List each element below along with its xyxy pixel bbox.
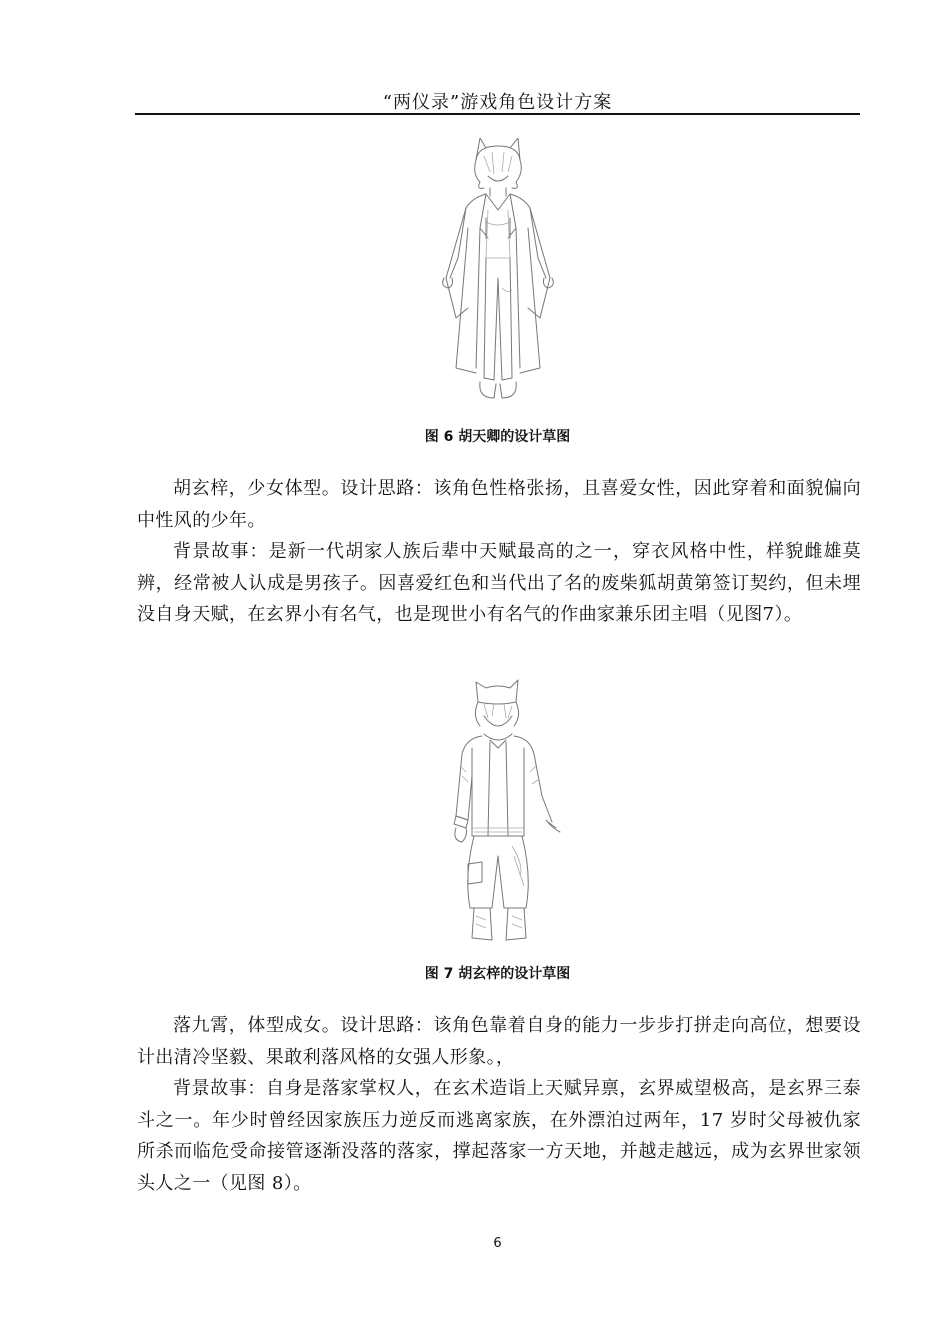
paragraph-hu-xuanzi-design: 胡玄梓，少女体型。设计思路：该角色性格张扬，且喜爱女性，因此穿着和面貌偏向中性风的少年。: [137, 478, 861, 531]
figure-6-sketch: [135, 138, 860, 413]
paragraph-luo-jiuxiao-background: 背景故事：自身是落家掌权人，在玄术造诣上天赋异禀，玄界威望极高，是玄界三泰斗之一。年少时曾经因家族压力逆反而逃离家族，在外漂泊过两年，17 岁时父母被仇家所杀而临危受命接管逐渐没落的落家，撑起落家一方天地，并越走越远，成为玄界世家领头人之一（见图 8）。: [137, 1078, 861, 1194]
paragraph-hu-xuanzi-background: 背景故事：是新一代胡家人族后辈中天赋最高的之一，穿衣风格中性，样貌雌雄莫辨，经常被人认成是男孩子。因喜爱红色和当代出了名的废柴狐胡黄第签订契约，但未埋没自身天赋，在玄界小有名气，也是现世小有名气的作曲家兼乐团主唱（见图7）。: [137, 541, 861, 625]
paragraph-luo-jiuxiao-design: 落九霄，体型成女。设计思路：该角色靠着自身的能力一步步打拼走向高位，想要设计出清冷坚毅、果敢利落风格的女强人形象。，: [137, 1015, 861, 1068]
character-sketch-hu-tianqing: [428, 138, 568, 413]
page-number: 6: [493, 1236, 502, 1251]
header-divider: [135, 113, 860, 115]
figure-7-caption: 图 7 胡玄梓的设计草图: [424, 966, 571, 982]
running-header-title: “两仪录”游戏角色设计方案: [382, 92, 613, 113]
figure-6-caption: 图 6 胡天卿的设计草图: [424, 429, 571, 445]
character-sketch-hu-xuanzi: [428, 676, 568, 948]
figure-7-sketch: [135, 676, 860, 948]
